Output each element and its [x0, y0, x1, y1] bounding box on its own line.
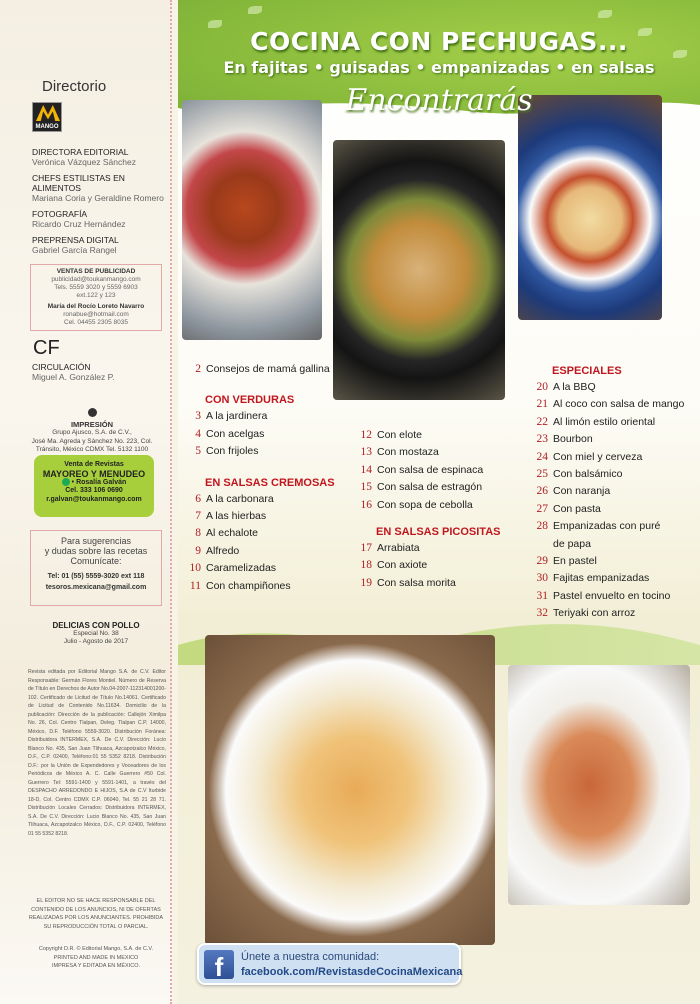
page-number: 14	[360, 463, 372, 476]
chicken-pan-photo	[333, 140, 505, 400]
recipe-title: Empanizadas con puré	[553, 520, 661, 533]
recipe-title: Alfredo	[206, 544, 240, 557]
page-number: 32	[536, 607, 548, 620]
recipe-title: En pastel	[553, 555, 597, 568]
facebook-banner[interactable]	[197, 943, 461, 985]
ad-sales-title: VENTAS DE PUBLICIDAD	[56, 268, 136, 275]
page-number: 25	[536, 468, 548, 481]
toc-item[interactable]	[354, 479, 524, 496]
toc-item[interactable]	[183, 426, 353, 443]
wholesale-phone: Cel. 333 106 0690	[65, 487, 123, 495]
issue-number: Especial No. 38	[73, 630, 119, 637]
toc-item[interactable]	[354, 540, 524, 557]
mango-logo: MANGO	[32, 102, 62, 132]
wholesale-line: Venta de Revistas	[64, 461, 124, 468]
recipe-title: Con salsa morita	[377, 576, 456, 589]
printing-line: Grupo Ajusco, S.A. de C.V.,	[52, 429, 132, 436]
recipe-title: A la carbonara	[206, 492, 274, 505]
recipe-title: A la jardinera	[206, 410, 268, 423]
toc-item[interactable]	[354, 462, 524, 479]
toc-item[interactable]	[530, 588, 700, 605]
ad-sales-phones: Tels. 5559 3020 y 5559 6903	[54, 284, 138, 291]
recipe-title: Con mostaza	[377, 446, 439, 459]
contents-page	[178, 0, 700, 1004]
recipe-title: Arrabiata	[377, 542, 420, 555]
toc-item[interactable]	[530, 553, 700, 570]
recipe-title: Teriyaki con arroz	[553, 607, 636, 620]
copyright	[26, 945, 166, 971]
page-number: 13	[360, 446, 372, 459]
staff-name: Verónica Vázquez Sánchez	[32, 157, 136, 167]
disclaimer: EL EDITOR NO SE HACE RESPONSABLE DEL CONTENIDO DE LOS ANUNCIOS, NI DE OFERTAS REALIZADAS POR LOS ANUNCIANTES. PROHIBIDA SU REPRODUCCIÓN TOTAL O PARCIAL.	[28, 898, 164, 930]
ad-sales-contact-email[interactable]: ronabue@hotmail.com	[63, 311, 129, 318]
printing-line: José Ma. Agreda y Sánchez No. 223, Col.	[31, 437, 153, 445]
recipe-title: Con elote	[377, 429, 422, 441]
recipe-title: A las hierbas	[206, 510, 267, 523]
facebook-icon: f	[204, 950, 234, 979]
wholesale-email[interactable]: r.galvan@toukanmango.com	[46, 495, 142, 503]
toc-item[interactable]	[183, 443, 353, 460]
issue-title: DELICIAS CON POLLO	[52, 621, 140, 630]
toc-item[interactable]	[530, 414, 700, 431]
page-subtitle: En fajitas • guisadas • empanizadas • en salsas	[223, 58, 655, 77]
page-number: 2	[195, 363, 201, 375]
page-number: 24	[536, 450, 548, 463]
printing-line: Tránsito, México CDMX Tel. 5132 1100	[35, 446, 149, 453]
toc-item[interactable]	[530, 483, 700, 500]
page-number: 4	[195, 427, 201, 440]
directory-title: Directorio	[42, 78, 107, 95]
printer-logo-icon	[88, 408, 97, 417]
toc-item[interactable]	[530, 570, 700, 587]
staff-role: PREPRENSA DIGITAL	[32, 235, 119, 245]
recipe-title: Al echalote	[206, 527, 258, 540]
page-number: 7	[195, 510, 201, 523]
copyright-line: PRINTED AND MADE IN MEXICO	[53, 954, 139, 961]
recipe-title: Al limón estilo oriental	[553, 415, 656, 428]
section-heading: EN SALSAS CREMOSAS	[205, 476, 335, 489]
toc-item[interactable]	[530, 396, 700, 413]
printing-info	[22, 408, 162, 455]
toc-column-2	[354, 427, 524, 592]
chicken-corn-photo	[205, 635, 495, 945]
page-number: 31	[536, 589, 548, 602]
whatsapp-icon	[62, 478, 70, 486]
toc-item[interactable]	[183, 560, 353, 577]
section-heading: CON VERDURAS	[205, 394, 295, 407]
section-heading: EN SALSAS PICOSITAS	[376, 526, 501, 539]
toc-item[interactable]	[530, 449, 700, 466]
toc-item[interactable]	[354, 557, 524, 574]
recipe-title: Con sopa de cebolla	[377, 498, 473, 511]
recipe-title: Caramelizadas	[206, 562, 277, 575]
toc-item[interactable]	[183, 578, 353, 595]
facebook-cta: Únete a nuestra comunidad:	[241, 951, 380, 963]
circulation-role: CIRCULACIÓN	[32, 362, 91, 372]
page-number: 29	[536, 555, 548, 568]
circulation-name: Miguel A. González P.	[32, 372, 115, 382]
staff-role: FOTOGRAFÍA	[32, 209, 88, 219]
page-number: 19	[360, 576, 372, 589]
wholesale-title: MAYOREO Y MENUDEO	[42, 468, 146, 479]
leaf-decoration	[598, 10, 612, 18]
page-number: 12	[360, 429, 372, 441]
recipe-title: Pastel envuelto en tocino	[553, 589, 671, 602]
legal-text: Revista editada por Editorial Mango S.A. de C.V. Editor Responsable: Germán Flores Montiel. Número de Reserva de Título en Derechos de Autor No.04-2007-112314001200-102. Certificado de Licitud de Título No.14061. Certificado de Licitud de Contenido No.11634. Domicilio de la publicación: Dirección de la publicación: Callejón Ximilpa No. 26, Col. Centro Tlalpan, Deleg. Tlalpan C.P. 14000, México, D.F. Teléfono 5559-3020. Distribución Foránea: Distribuidora INTERMEX, S.A. De C.V. Dirección: Lucio Blanco No. 435, San Juan Tlihuaca, Azcapotzalco México, D.F., C.P. 02400, Teléfono:01 55 5352 8218. Distribución D.F.: por la Unión de Expendedores y Voceadores de los Periódicos de México A. C. Calle Guerrero #50 Col. Guerrero Tel: 5591-1400 y 5591-1401, a través del DESPACHO ARREDONDO E HIJOS, S.A de C.V Iturbide 18-D, Col. Centro CDMX C.P. 06040, Tel. 55 21 28 71. Distribución Locales Cerrados: Distribuidora INTERMEX, S.A. De C.V. Dirección: Lucio Blanco No. 435, San Juan Tlihuaca, Azcapotzalco México, D.F., C.P. 02400, Teléfono 01 55 5352 8218.	[28, 669, 166, 837]
recipe-title: Con frijoles	[206, 445, 259, 458]
recipe-title: Con salsa de estragón	[377, 481, 483, 494]
page-number: 17	[360, 542, 372, 555]
suggestions-phone: Tel: 01 (55) 5559-3020 ext 118	[47, 573, 145, 580]
directory-column	[0, 0, 172, 1004]
wholesale-contact: • Rosalía Galván	[71, 478, 127, 486]
recipe-title: Al coco con salsa de mango	[553, 398, 685, 411]
staff-name: Ricardo Cruz Hernández	[32, 219, 126, 229]
recipe-title: Con balsámico	[553, 468, 623, 481]
ad-sales-ext: ext.122 y 123	[76, 292, 116, 299]
toc-item[interactable]	[183, 543, 353, 560]
page-number: 26	[536, 485, 548, 498]
page-number: 27	[536, 502, 548, 515]
issue-date: Julio - Agosto de 2017	[63, 638, 129, 645]
toc-item[interactable]	[183, 361, 353, 378]
page-number: 22	[536, 415, 548, 428]
toc-item[interactable]	[530, 501, 700, 518]
fajitas-photo	[182, 100, 322, 340]
page-number: 9	[195, 544, 201, 557]
page-number: 11	[189, 579, 201, 592]
facebook-link[interactable]: facebook.com/RevistasdeCocinaMexicana	[241, 966, 463, 978]
toc-column-3	[530, 363, 700, 623]
recipe-title: Con naranja	[553, 485, 611, 498]
toc-item[interactable]	[530, 379, 700, 396]
page-number: 30	[536, 572, 548, 585]
toc-item[interactable]	[530, 605, 700, 622]
ad-sales-box	[30, 264, 162, 331]
suggestions-line: Para sugerencias	[60, 536, 132, 546]
staff-role: DIRECTORA EDITORIAL	[32, 147, 129, 157]
section-heading: ESPECIALES	[552, 365, 622, 377]
suggestions-email[interactable]: tesoros.mexicana@gmail.com	[45, 584, 147, 591]
toc-item[interactable]	[354, 497, 524, 514]
page-number: 20	[536, 381, 548, 393]
recipe-title: Con champiñones	[206, 579, 291, 592]
recipe-title: Con axiote	[377, 559, 428, 572]
recipe-title: Fajitas empanizadas	[553, 572, 650, 585]
staff-list	[32, 147, 170, 261]
recipe-title: Con pasta	[553, 502, 601, 515]
issue-info	[26, 622, 166, 646]
recipe-title-cont: de papa	[553, 537, 591, 550]
suggestions-box	[30, 530, 162, 606]
ad-sales-email[interactable]: publicidad@toukanmango.com	[51, 276, 141, 283]
page-number: 18	[360, 559, 372, 572]
recipe-title: Con salsa de espinaca	[377, 463, 484, 476]
toc-item[interactable]	[354, 575, 524, 592]
printing-title: IMPRESIÓN	[70, 419, 114, 429]
cf-logo: CF	[33, 337, 60, 359]
page-number: 6	[195, 492, 201, 505]
toc-item[interactable]	[183, 525, 353, 542]
page-number: 5	[195, 445, 201, 458]
toc-column-1	[183, 361, 353, 595]
toc-item[interactable]	[183, 508, 353, 525]
recipe-title: Bourbon	[553, 433, 593, 446]
toc-item[interactable]	[354, 444, 524, 461]
stuffed-chicken-photo	[518, 95, 662, 320]
toc-item[interactable]	[530, 431, 700, 448]
page-number: 10	[189, 562, 201, 575]
suggestions-line: y dudas sobre las recetas	[44, 546, 148, 556]
toc-item[interactable]	[530, 518, 700, 553]
leaf-decoration	[248, 6, 262, 14]
copyright-line: IMPRESA Y EDITADA EN MÉXICO.	[51, 963, 141, 969]
toc-item[interactable]	[354, 427, 524, 444]
wholesale-box	[34, 455, 154, 517]
staff-role: CHEFS ESTILISTAS EN ALIMENTOS	[32, 173, 125, 193]
staff-name: Gabriel García Rangel	[32, 245, 117, 255]
page-number: 3	[195, 410, 201, 423]
page-number: 21	[536, 398, 548, 411]
page-number: 23	[536, 433, 548, 446]
toc-item[interactable]	[183, 408, 353, 425]
section-script-title: Encontrarás	[345, 83, 533, 118]
page-number: 28	[536, 520, 548, 533]
toc-item[interactable]	[183, 491, 353, 508]
page-number: 16	[360, 498, 372, 511]
page-number: 8	[195, 527, 201, 540]
page-title: COCINA CON PECHUGAS...	[250, 27, 628, 56]
chicken-loaf-photo	[508, 665, 690, 905]
recipe-title: A la BBQ	[553, 381, 596, 393]
circulation	[32, 362, 115, 382]
copyright-line: Copyright D.R. © Editorial Mango, S.A. de C.V.	[38, 946, 154, 952]
toc-item[interactable]	[530, 466, 700, 483]
page-number: 15	[360, 481, 372, 494]
recipe-title: Con miel y cerveza	[553, 450, 643, 463]
ad-sales-cel: Cel. 04455 2305 8035	[64, 319, 128, 326]
suggestions-line: Comunícate:	[70, 556, 122, 566]
staff-name: Mariana Coria y Geraldine Romero	[32, 193, 164, 203]
recipe-title: Consejos de mamá gallina	[206, 363, 330, 375]
recipe-title: Con acelgas	[206, 427, 265, 440]
ad-sales-contact: María del Rocío Loreto Navarro	[47, 303, 145, 310]
